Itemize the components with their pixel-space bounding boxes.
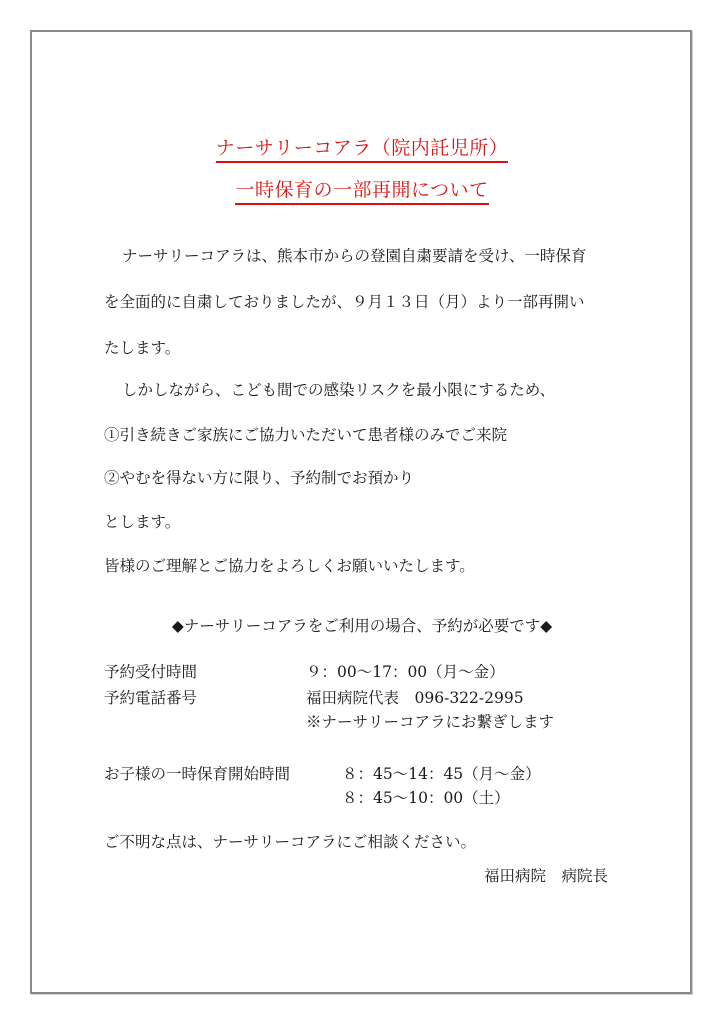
hours-label: 予約受付時間	[104, 663, 198, 681]
childcare-weekday: ８：45～14：45（月～金）	[342, 765, 541, 783]
phone-label: 予約電話番号	[104, 689, 198, 707]
para2-line1: しかしながら、こども間での感染リスクを最小限にするため、	[122, 381, 556, 399]
para1-line1: ナーサリーコアラは、熊本市からの登園自粛要請を受け、一時保育	[122, 247, 587, 265]
title-line-1	[0, 136, 724, 163]
para2-end: とします。	[104, 513, 181, 531]
closing-line: 皆様のご理解とご協力をよろしくお願いいたします。	[104, 557, 475, 575]
title-line-2	[0, 178, 724, 205]
para1-line3: たします。	[104, 339, 181, 357]
list-item-2: ②やむを得ない方に限り、予約制でお預かり	[104, 469, 415, 487]
contact-line: ご不明な点は、ナーサリーコアラにご相談ください。	[104, 833, 477, 851]
childcare-label: お子様の一時保育開始時間	[104, 765, 291, 783]
reservation-notice: ◆ナーサリーコアラをご利用の場合、予約が必要です◆	[171, 617, 553, 635]
phone-note: ※ナーサリーコアラにお繋ぎします	[306, 713, 555, 731]
childcare-saturday: ８：45～10：00（土）	[342, 789, 510, 807]
phone-value: 福田病院代表 096-322-2995	[306, 689, 524, 707]
para1-line2: を全面的に自粛しておりましたが、９月１３日（月）より一部再開い	[104, 293, 585, 311]
list-item-1: ①引き続きご家族にご協力いただいて患者様のみでご来院	[104, 426, 508, 444]
title-line-2-text: 一時保育の一部再開について	[235, 178, 488, 205]
title-line-1-text: ナーサリーコアラ（院内託児所）	[216, 136, 509, 163]
signature: 福田病院 病院長	[484, 867, 609, 885]
hours-value: ９：00～17：00（月～金）	[306, 663, 505, 681]
